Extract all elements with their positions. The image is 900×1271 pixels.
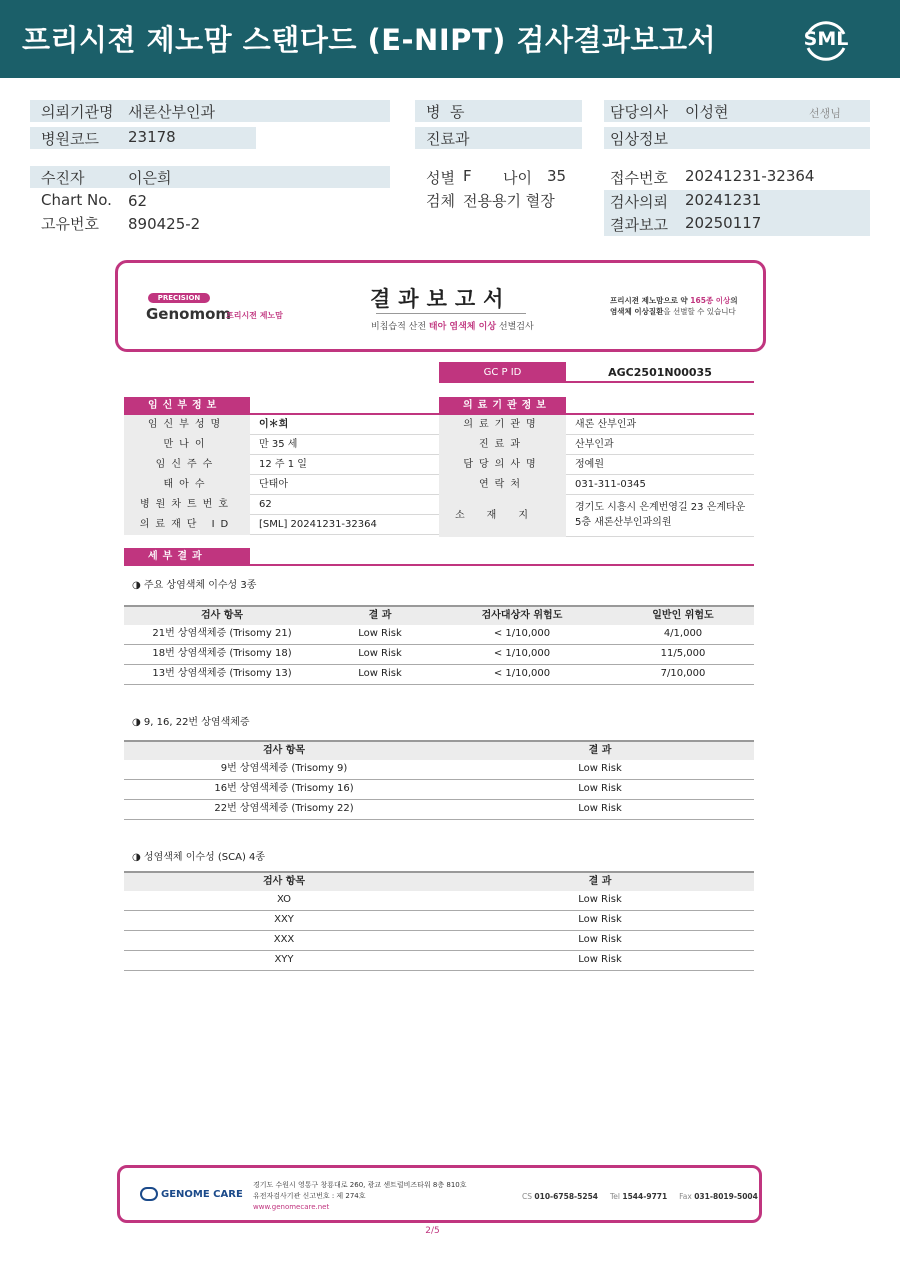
institution-row-value: 정예원 <box>575 459 604 470</box>
cs-label: CS <box>522 1192 532 1201</box>
sml-logo <box>800 14 852 66</box>
pregnancy-row-label: 만나이 <box>124 435 250 455</box>
hosp-code-label: 병원코드 <box>41 130 99 148</box>
doctor-suffix: 선생님 <box>809 107 841 120</box>
pregnancy-row-value: 만 35 세 <box>259 439 298 450</box>
fax-label: Fax <box>679 1192 692 1201</box>
specimen-label: 검체 <box>426 192 455 210</box>
doctor-value: 이성현 <box>685 103 729 121</box>
genomom-brand-sub: 프리시젼 제노맘 <box>226 311 283 320</box>
institution-row-label: 연락처 <box>439 475 566 495</box>
report-subtitle <box>371 319 534 332</box>
pregnancy-row-label: 의료재단 ID <box>124 515 250 535</box>
footer-box <box>117 1165 762 1223</box>
pregnancy-section-title: 임신부정보 <box>124 397 250 415</box>
table-cell: < 1/10,000 <box>493 648 551 659</box>
ward-label: 병 동 <box>426 103 465 121</box>
institution-row <box>439 415 754 435</box>
table-header-cell: 일반인 위험도 <box>652 610 714 621</box>
pregnancy-row <box>124 435 439 455</box>
cs-value: 010-6758-5254 <box>534 1192 599 1201</box>
table-cell: 9번 상염색체증 (Trisomy 9) <box>220 763 348 774</box>
table-row <box>124 780 754 800</box>
pregnancy-row-value: 단태아 <box>259 479 288 490</box>
report-tagline <box>610 295 738 317</box>
institution-row-label: 담당의사명 <box>439 455 566 475</box>
page-number: 2/5 <box>425 1226 440 1236</box>
table-cell: 7/10,000 <box>660 668 706 679</box>
address-row <box>439 495 754 537</box>
major-table <box>124 605 754 687</box>
table-header-cell: 검사 항목 <box>262 745 306 756</box>
inst-value: 새론산부인과 <box>128 103 215 121</box>
table-cell: Low Risk <box>578 763 622 774</box>
tagline-1-post: 의 <box>730 296 738 305</box>
chart-label: Chart No. <box>41 191 112 209</box>
footer-website[interactable]: www.genomecare.net <box>253 1203 330 1211</box>
hosp-code-value: 23178 <box>128 128 176 146</box>
major-heading: ◑ 주요 상염색체 이수성 3종 <box>132 580 257 591</box>
tagline-2-pre: 염색체 이상질환 <box>610 307 664 316</box>
footer-phones <box>522 1192 758 1201</box>
tagline-1-highlight: 165종 이상 <box>690 296 731 305</box>
age-value: 35 <box>547 167 567 185</box>
table-row <box>124 911 754 931</box>
pregnancy-row-label: 병원차트번호 <box>124 495 250 515</box>
table-cell: 11/5,000 <box>660 648 706 659</box>
receipt-label: 접수번호 <box>610 169 668 187</box>
institution-row-label: 의료기관명 <box>439 415 566 435</box>
chart-value: 62 <box>128 192 148 210</box>
table-cell: < 1/10,000 <box>493 668 551 679</box>
table-header-cell: 결 과 <box>588 745 612 756</box>
table-row <box>124 931 754 951</box>
dept-label: 진료과 <box>426 130 470 148</box>
sex-value: F <box>463 167 472 185</box>
footer-address1: 경기도 수원시 영통구 창룡대로 260, 광교 센트럴비즈타워 8층 810호 <box>253 1181 467 1189</box>
table-cell: Low Risk <box>578 894 622 905</box>
table-cell: XYY <box>274 954 294 965</box>
table-row <box>124 645 754 665</box>
pregnancy-row <box>124 455 439 475</box>
minor-table <box>124 740 754 822</box>
examinee-value: 이은희 <box>128 169 172 187</box>
table-row <box>124 665 754 685</box>
minor-heading: ◑ 9, 16, 22번 상염색체증 <box>132 717 250 728</box>
institution-row <box>439 435 754 455</box>
age-label: 나이 <box>503 169 532 187</box>
table-cell: 21번 상염색체증 (Trisomy 21) <box>152 628 292 639</box>
inst-label: 의뢰기관명 <box>41 103 114 121</box>
table-header-cell: 결 과 <box>588 876 612 887</box>
footer-address2: 유전자검사기관 신고번호 : 제 274호 <box>253 1192 366 1200</box>
institution-row <box>439 475 754 495</box>
table-header-cell: 검사 항목 <box>200 610 244 621</box>
examinee-label: 수진자 <box>41 169 85 187</box>
institution-section-title: 의료기관정보 <box>439 397 566 415</box>
tagline-1-pre: 프리시젼 제노맘으로 약 <box>610 296 691 305</box>
report-subtitle-post: 선별검사 <box>496 322 534 332</box>
pregnancy-row-value: 62 <box>259 499 272 510</box>
tel-label: Tel <box>609 1192 620 1201</box>
table-header <box>124 605 754 625</box>
table-header <box>124 740 754 760</box>
table-cell: 4/1,000 <box>663 628 703 639</box>
sca-table <box>124 871 754 973</box>
table-cell: Low Risk <box>578 783 622 794</box>
sml-logo-text: SML <box>803 28 849 50</box>
table-cell: XXY <box>274 914 294 925</box>
major-heading-text: 주요 상염색체 이수성 3종 <box>143 580 257 591</box>
institution-row-label: 진료과 <box>439 435 566 455</box>
sca-heading: ◑ 성염색체 이수성 (SCA) 4종 <box>132 852 266 863</box>
table-cell: 22번 상염색체증 (Trisomy 22) <box>214 803 354 814</box>
pregnancy-row-label: 임신주수 <box>124 455 250 475</box>
details-section-line <box>250 564 754 566</box>
table-row <box>124 625 754 645</box>
fax-value: 031-8019-5004 <box>694 1192 758 1201</box>
top-banner <box>0 0 900 78</box>
address-line2: 5층 새론산부인과의원 <box>575 517 672 528</box>
genome-care-logo <box>140 1187 243 1201</box>
pregnancy-row <box>124 475 439 495</box>
table-cell: 16번 상염색체증 (Trisomy 16) <box>214 783 354 794</box>
institution-row-value: 산부인과 <box>575 439 614 450</box>
id-value: 890425-2 <box>128 215 201 233</box>
pregnancy-row <box>124 495 439 515</box>
receipt-value: 20241231-32364 <box>685 167 815 185</box>
pregnancy-row <box>124 415 439 435</box>
table-cell: XXX <box>273 934 295 945</box>
doctor-label: 담당의사 <box>610 103 668 121</box>
tel-value: 1544-9771 <box>622 1192 668 1201</box>
table-cell: 13번 상염색체증 (Trisomy 13) <box>152 668 292 679</box>
page-title: 프리시젼 제노맘 스탠다드 (E-NIPT) 검사결과보고서 <box>22 23 717 57</box>
gcp-id-value: AGC2501N00035 <box>566 362 754 383</box>
institution-row <box>439 455 754 475</box>
report-value: 20250117 <box>685 214 762 232</box>
report-subtitle-highlight: 태아 염색체 이상 <box>428 322 497 332</box>
address-label: 소재지 <box>439 495 566 537</box>
table-row <box>124 891 754 911</box>
table-header-cell: 검사대상자 위험도 <box>481 610 563 621</box>
request-label: 검사의뢰 <box>610 193 668 211</box>
pregnancy-row <box>124 515 439 535</box>
institution-row-value: 새론 산부인과 <box>575 419 637 430</box>
precision-badge: PRECISION <box>148 293 210 303</box>
table-row <box>124 760 754 780</box>
specimen-value: 전용용기 혈장 <box>463 192 555 210</box>
table-row <box>124 800 754 820</box>
table-header-cell: 결 과 <box>368 610 392 621</box>
report-title-rule <box>376 313 526 314</box>
table-cell: 18번 상염색체증 (Trisomy 18) <box>152 648 292 659</box>
table-row <box>124 951 754 971</box>
footer-address <box>253 1180 467 1213</box>
tagline-2-post: 을 선별할 수 있습니다 <box>663 307 736 316</box>
pregnancy-row-label: 임신부성명 <box>124 415 250 435</box>
table-cell: Low Risk <box>578 954 622 965</box>
pregnancy-row-value: 이＊희 <box>259 419 289 430</box>
genome-care-g-icon <box>140 1187 158 1201</box>
details-section-title: 세부결과 <box>124 548 250 566</box>
sex-label: 성별 <box>426 169 455 187</box>
clinical-label: 임상정보 <box>610 130 668 148</box>
report-label: 결과보고 <box>610 216 668 234</box>
table-cell: Low Risk <box>358 628 402 639</box>
table-cell: Low Risk <box>578 914 622 925</box>
table-cell: Low Risk <box>578 803 622 814</box>
table-cell: < 1/10,000 <box>493 628 551 639</box>
report-header <box>115 260 766 352</box>
id-label: 고유번호 <box>41 215 99 233</box>
gcp-id-label: GC P ID <box>439 362 566 383</box>
pregnancy-row-label: 태아수 <box>124 475 250 495</box>
sca-heading-text: 성염색체 이수성 (SCA) 4종 <box>143 852 266 863</box>
genome-care-logo-text: GENOME CARE <box>161 1189 243 1200</box>
request-value: 20241231 <box>685 191 762 209</box>
table-header-cell: 검사 항목 <box>262 876 306 887</box>
minor-heading-text: 9, 16, 22번 상염색체증 <box>143 717 250 728</box>
table-cell: XO <box>276 894 292 905</box>
report-title: 결과보고서 <box>370 287 512 311</box>
pregnancy-row-value: 12 주 1 일 <box>259 459 307 470</box>
address-line1: 경기도 시흥시 은계번영길 23 은계타운 <box>575 502 746 513</box>
table-cell: Low Risk <box>358 668 402 679</box>
genomom-brand: Genomom <box>146 305 232 323</box>
table-cell: Low Risk <box>578 934 622 945</box>
pregnancy-row-value: [SML] 20241231-32364 <box>259 519 377 530</box>
report-subtitle-pre: 비침습적 산전 <box>371 322 429 332</box>
table-cell: Low Risk <box>358 648 402 659</box>
table-header <box>124 871 754 891</box>
institution-row-value: 031-311-0345 <box>575 479 646 490</box>
